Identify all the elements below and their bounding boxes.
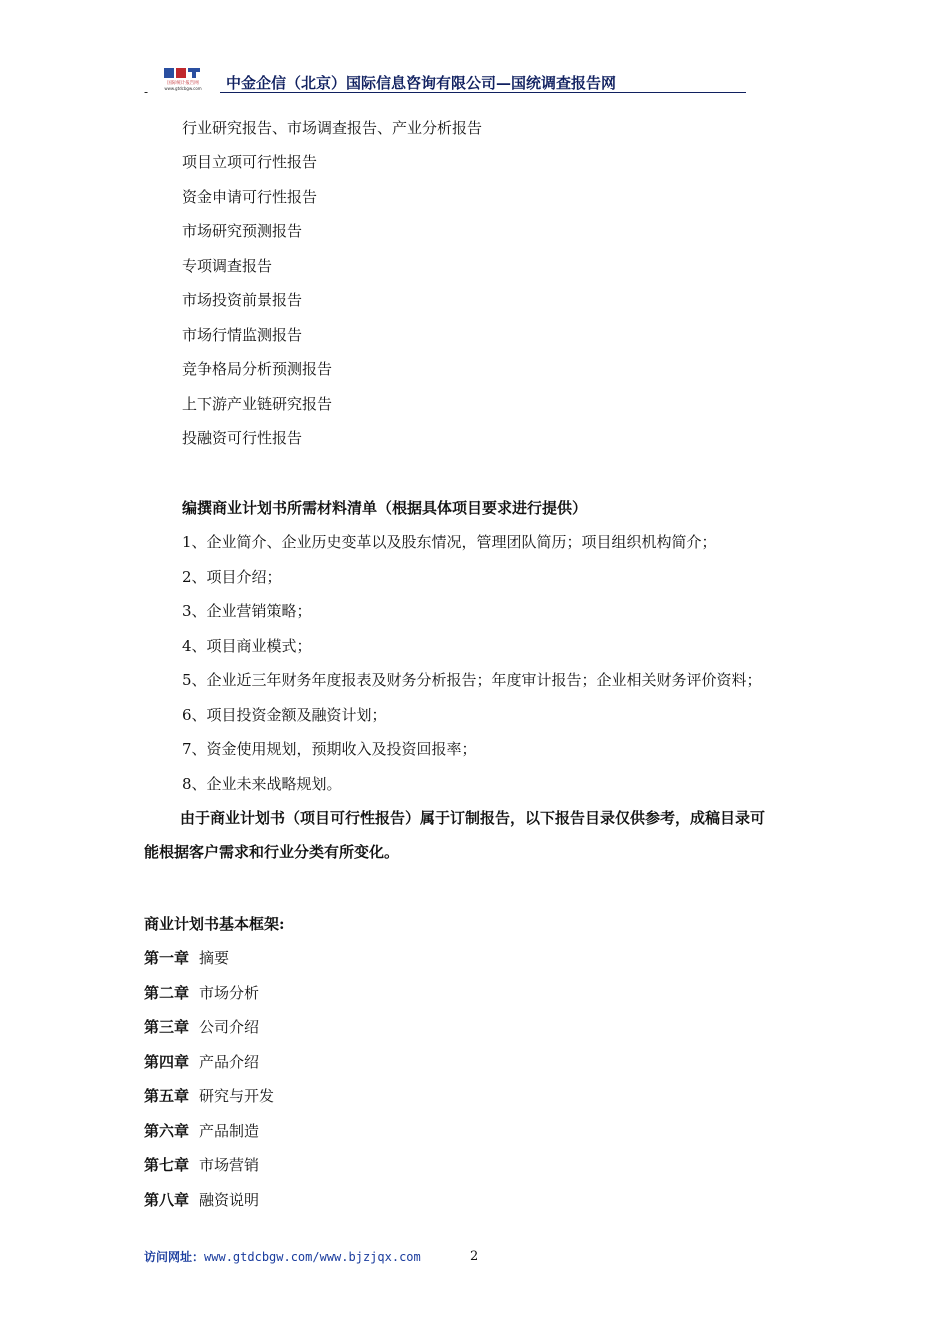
page-number: 2 <box>470 1249 479 1264</box>
chapter-row <box>144 1086 274 1106</box>
chapter-number: 第五章 <box>144 1087 190 1105</box>
list-item: 竞争格局分析预测报告 <box>182 360 333 378</box>
materials-heading: 编撰商业计划书所需材料清单（根据具体项目要求进行提供） <box>182 499 588 517</box>
chapter-number: 第六章 <box>144 1122 190 1140</box>
chapter-title: 市场分析 <box>199 984 260 1002</box>
chapter-row <box>144 1155 259 1175</box>
footer-url-link[interactable]: www.gtdcbgw.com/www.bjzjqx.com <box>204 1250 421 1264</box>
chapter-title: 产品介绍 <box>199 1053 260 1071</box>
materials-item: 5、企业近三年财务年度报表及财务分析报告；年度审计报告；企业相关财务评价资料； <box>182 671 762 689</box>
list-item: 市场行情监测报告 <box>182 326 303 344</box>
chapter-row <box>144 983 259 1003</box>
footer-label: 访问网址： <box>144 1250 205 1264</box>
materials-item: 7、资金使用规划，预期收入及投资回报率； <box>182 740 477 758</box>
company-logo <box>158 64 208 92</box>
materials-item: 4、项目商业模式； <box>182 637 312 655</box>
chapter-title: 公司介绍 <box>199 1018 260 1036</box>
materials-item: 1、企业简介、企业历史变革以及股东情况，管理团队简历；项目组织机构简介； <box>182 533 717 551</box>
framework-heading: 商业计划书基本框架: <box>144 915 285 933</box>
list-item: 行业研究报告、市场调查报告、产业分析报告 <box>182 119 483 137</box>
chapter-title: 产品制造 <box>199 1122 260 1140</box>
page-header <box>144 62 804 99</box>
list-item: 市场研究预测报告 <box>182 222 303 240</box>
materials-item: 8、企业未来战略规划。 <box>182 775 342 793</box>
chapter-title: 融资说明 <box>199 1191 260 1209</box>
chapter-number: 第四章 <box>144 1053 190 1071</box>
chapter-number: 第二章 <box>144 984 190 1002</box>
notice-paragraph <box>144 801 812 869</box>
list-item: 资金申请可行性报告 <box>182 188 318 206</box>
materials-item: 3、企业营销策略； <box>182 602 312 620</box>
page-footer <box>144 1249 421 1265</box>
notice-line-1: 由于商业计划书（项目可行性报告）属于订制报告，以下报告目录仅供参考，成稿目录可 <box>180 809 766 827</box>
chapter-row <box>144 1121 259 1141</box>
chapter-title: 市场营销 <box>199 1156 260 1174</box>
chapter-number: 第三章 <box>144 1018 190 1036</box>
chapter-number: 第一章 <box>144 949 190 967</box>
header-bullet: - <box>144 85 149 99</box>
notice-line-2: 能根据客户需求和行业分类有所变化。 <box>144 843 400 861</box>
list-item: 上下游产业链研究报告 <box>182 395 333 413</box>
chapter-row <box>144 1190 259 1210</box>
logo-icon <box>158 64 208 92</box>
materials-item: 6、项目投资金额及融资计划； <box>182 706 387 724</box>
list-item: 项目立项可行性报告 <box>182 153 318 171</box>
chapter-title: 摘要 <box>199 949 230 967</box>
chapter-row <box>144 948 229 968</box>
svg-text:国际统计报告网: 国际统计报告网 <box>167 81 199 86</box>
svg-text:www.gtdcbgw.com: www.gtdcbgw.com <box>164 86 202 91</box>
header-title: 中金企信（北京）国际信息咨询有限公司—国统调查报告网 <box>220 74 746 93</box>
list-item: 专项调查报告 <box>182 257 273 275</box>
chapter-row <box>144 1052 259 1072</box>
list-item: 市场投资前景报告 <box>182 291 303 309</box>
materials-item: 2、项目介绍； <box>182 568 282 586</box>
list-item: 投融资可行性报告 <box>182 429 303 447</box>
chapter-number: 第八章 <box>144 1191 190 1209</box>
chapter-row <box>144 1017 259 1037</box>
chapter-number: 第七章 <box>144 1156 190 1174</box>
chapter-title: 研究与开发 <box>199 1087 275 1105</box>
